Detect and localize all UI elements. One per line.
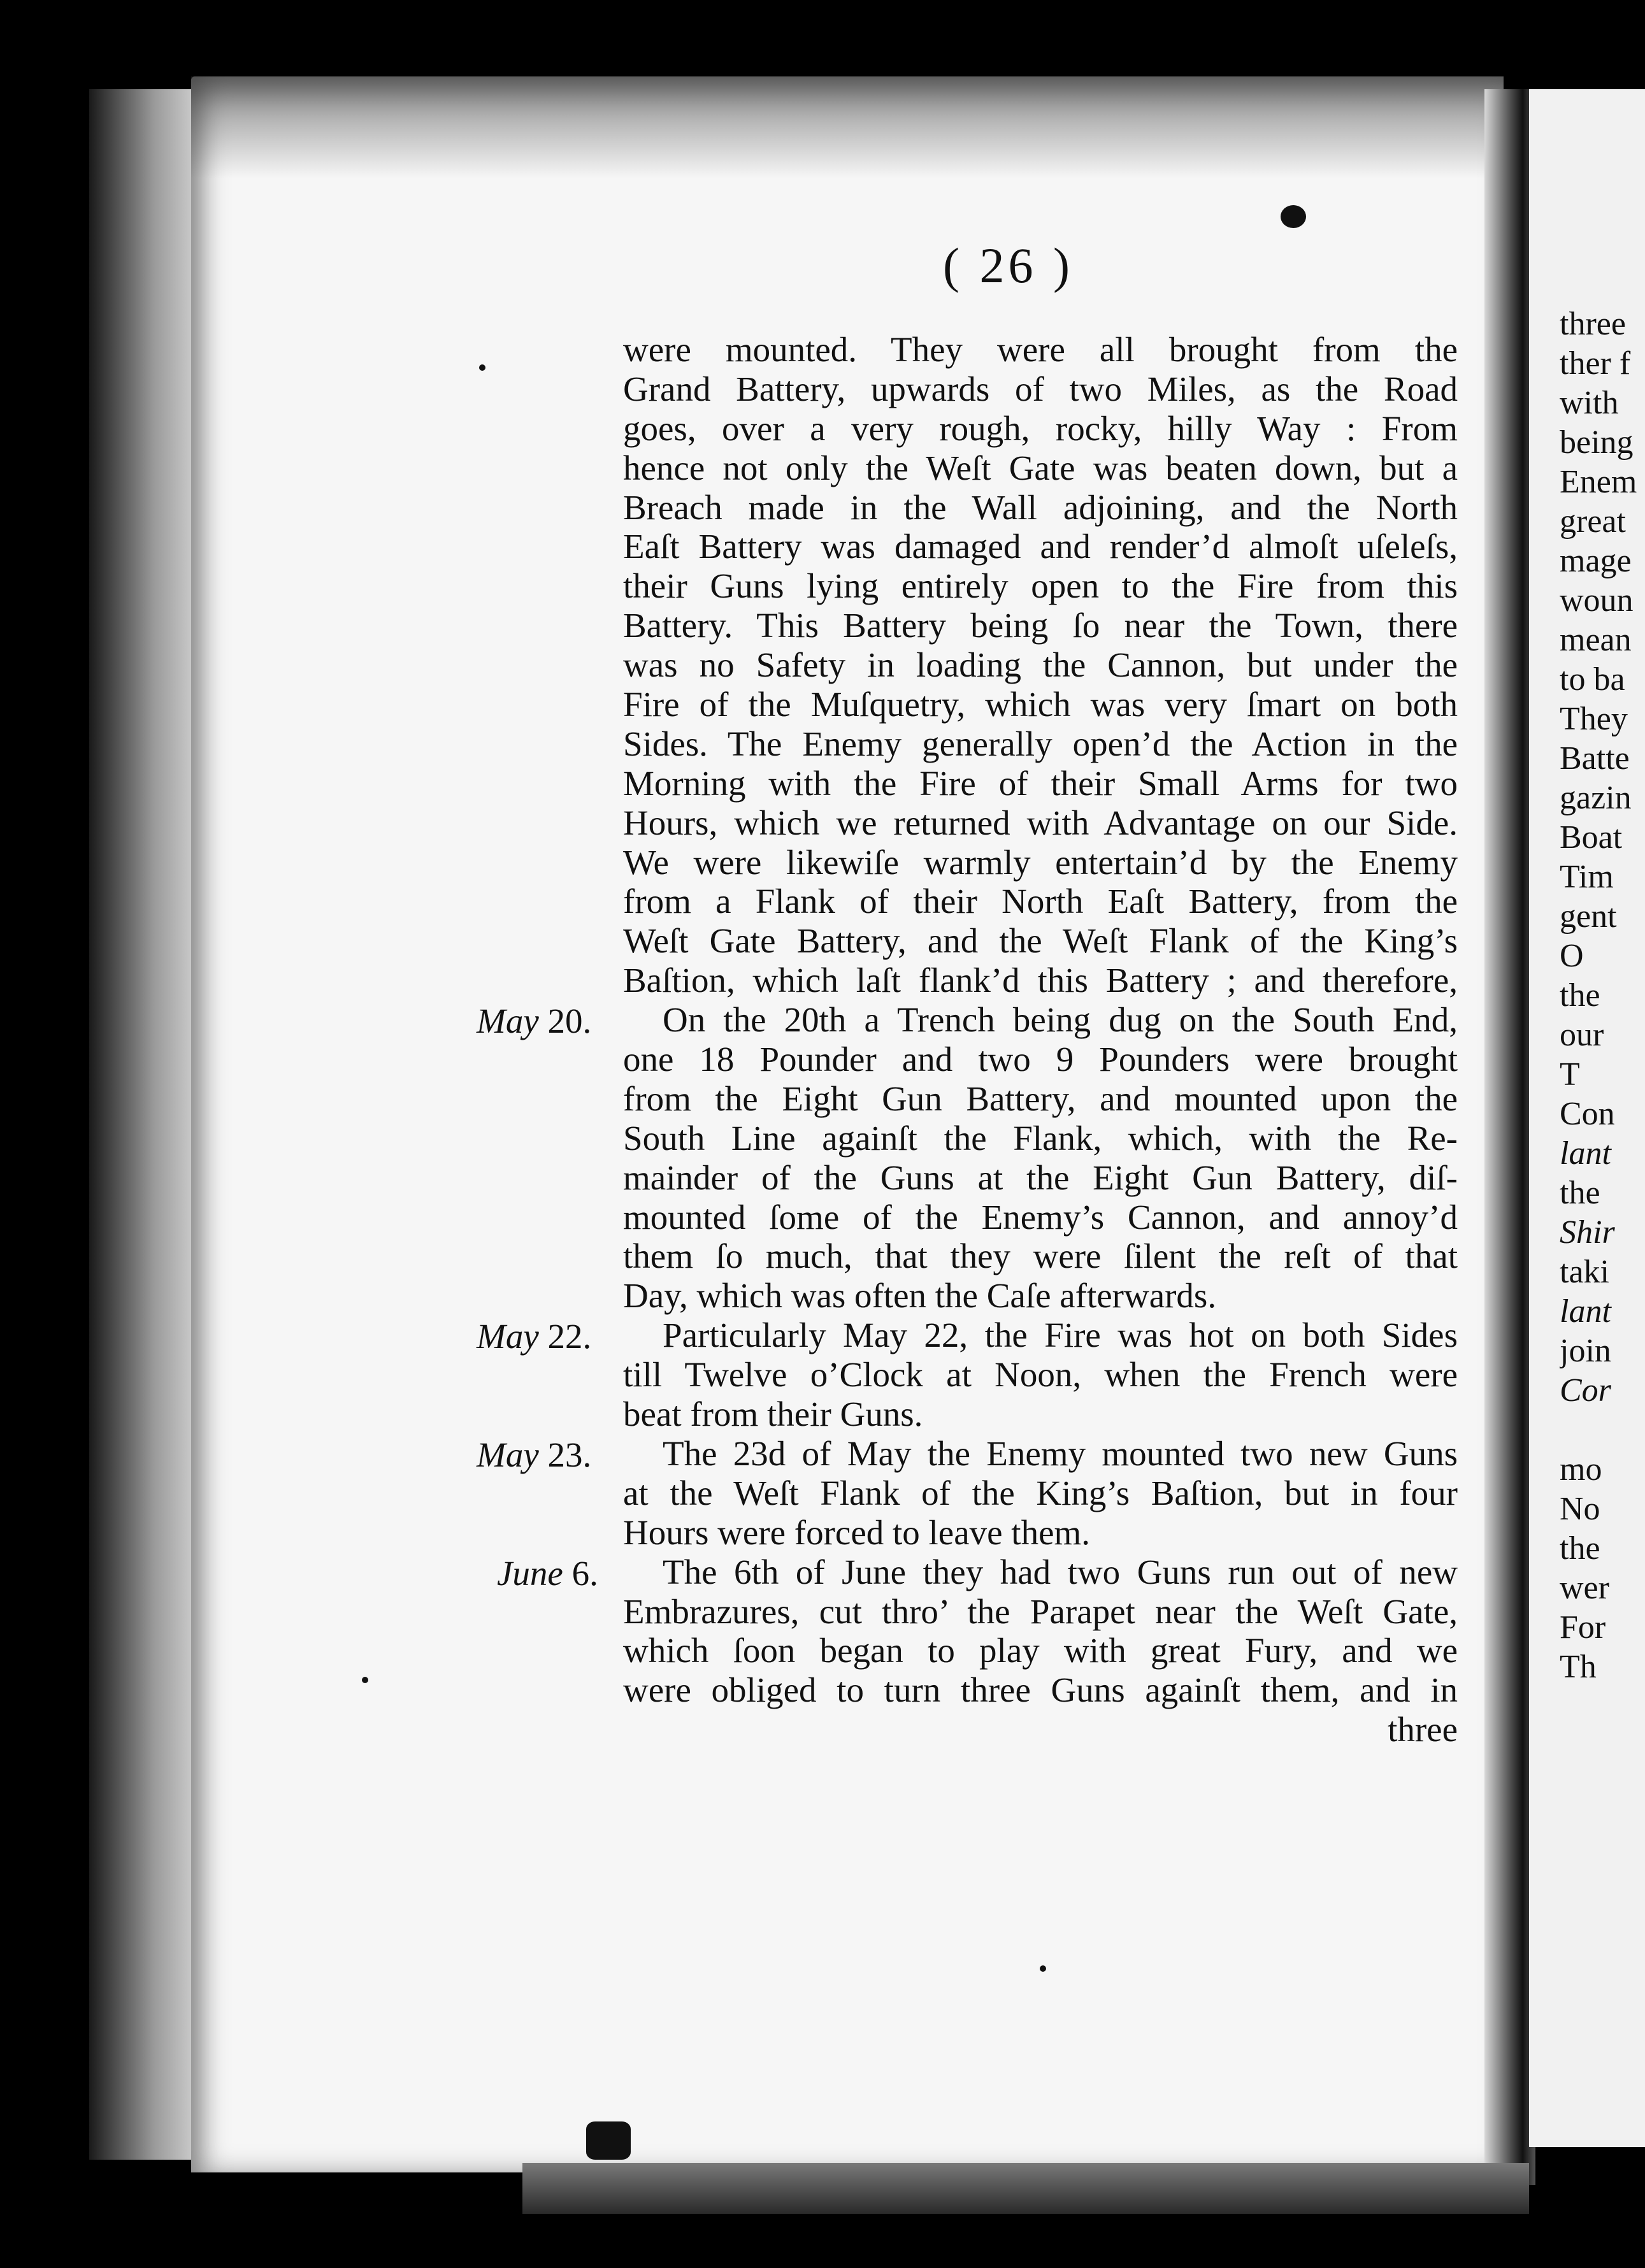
facing-text-line: Batte — [1560, 740, 1630, 777]
facing-text-line: being — [1560, 424, 1634, 461]
facing-text-line: taki — [1560, 1254, 1609, 1290]
text-line: South Line againſt the Flank, which, with the Re- — [623, 1118, 1458, 1158]
facing-text-line: to ba — [1560, 661, 1625, 698]
text-line: Sides. The Enemy generally open’d the Action in the — [623, 724, 1458, 763]
facing-text-line: woun — [1560, 582, 1634, 619]
text-line: The 23d of May the Enemy mounted two new Guns — [663, 1433, 1458, 1473]
text-line: Particularly May 22, the Fire was hot on both Sides — [663, 1316, 1458, 1355]
text-line: from a Flank of their North Eaſt Battery, from the — [623, 882, 1458, 921]
facing-text-line: with — [1560, 385, 1619, 421]
body-text — [623, 330, 1458, 1749]
facing-text-line: our — [1560, 1017, 1604, 1053]
text-line: at the Weſt Flank of the King’s Baſtion, but in four — [623, 1473, 1458, 1512]
book-spine — [1484, 89, 1535, 2185]
text-line: mounted ſome of the Enemy’s Cannon, and annoy’d — [623, 1197, 1458, 1237]
facing-text-line: Tim — [1560, 859, 1614, 895]
text-line: hence not only the Weſt Gate was beaten down, but a — [623, 448, 1458, 487]
facing-text-line — [1560, 1410, 1645, 1450]
facing-text-line: Shir — [1560, 1214, 1615, 1251]
text-line: Battery. This Battery being ſo near the Town, there — [623, 606, 1458, 645]
facing-text-line: No — [1560, 1491, 1600, 1527]
facing-text-line: gent — [1560, 898, 1617, 935]
facing-text-line: the — [1560, 977, 1600, 1014]
margin-note-may-20 — [477, 1001, 623, 1041]
margin-note-june-6 — [497, 1554, 643, 1593]
facing-text-line: They — [1560, 701, 1628, 737]
text-line: was no Safety in loading the Cannon, but under the — [623, 645, 1458, 685]
ink-blot — [586, 2121, 631, 2160]
facing-text-line: O — [1560, 938, 1584, 974]
ink-speck — [1040, 1965, 1046, 1972]
page-bottom-edge — [522, 2163, 1529, 2214]
text-line: Grand Battery, upwards of two Miles, as the Road — [623, 369, 1458, 408]
margin-note-may-22 — [477, 1317, 623, 1356]
facing-text-line: Con — [1560, 1096, 1615, 1132]
margin-note-day: 23. — [547, 1435, 592, 1474]
page-left-edge-shadow — [89, 89, 198, 2160]
text-line: mainder of the Guns at the Eight Gun Battery, diſ- — [623, 1158, 1458, 1197]
facing-text-line: join — [1560, 1333, 1611, 1369]
facing-text-line: the — [1560, 1530, 1600, 1567]
text-line: beat from their Guns. — [623, 1395, 923, 1434]
text-line: Weſt Gate Battery, and the Weſt Flank of the King’s — [623, 921, 1458, 961]
text-line: Hours, which we returned with Advantage on our Side. — [623, 803, 1458, 842]
facing-text-line: lant — [1560, 1135, 1611, 1172]
facing-text-line: ther f — [1560, 345, 1631, 382]
margin-note-month: June — [497, 1554, 563, 1593]
facing-text-line: mage — [1560, 543, 1632, 579]
text-line: Baſtion, which laſt flank’d this Battery ; and therefore, — [623, 961, 1458, 1000]
text-line: goes, over a very rough, rocky, hilly Way : From — [623, 408, 1458, 448]
text-line: till Twelve o’Clock at Noon, when the French were — [623, 1355, 1458, 1395]
text-line: Day, which was often the Caſe afterwards. — [623, 1276, 1217, 1316]
text-line: The 6th of June they had two Guns run out of new — [663, 1552, 1458, 1591]
text-line: We were likewiſe warmly entertain’d by the Enemy — [623, 842, 1458, 882]
facing-text-line: gazin — [1560, 780, 1632, 816]
page-number: ( 26 ) — [943, 238, 1074, 293]
margin-note-month: May — [477, 1317, 539, 1356]
text-line: Eaſt Battery was damaged and render’d almoſt uſeleſs, — [623, 527, 1458, 566]
text-line: which ſoon began to play with great Fury, and we — [623, 1631, 1458, 1670]
facing-text-line: Th — [1560, 1649, 1597, 1685]
text-line: from the Eight Gun Battery, and mounted upon the — [623, 1079, 1458, 1118]
text-line: Morning with the Fire of their Small Arms for two — [623, 763, 1458, 803]
facing-text-line: three — [1560, 306, 1626, 342]
facing-text-line: T — [1560, 1056, 1580, 1093]
facing-text-line: mo — [1560, 1451, 1602, 1488]
facing-text-line: Cor — [1560, 1372, 1611, 1409]
ink-blot — [1281, 205, 1306, 228]
text-line: Embrazures, cut thro’ the Parapet near the Weſt Gate, — [623, 1591, 1458, 1631]
text-line: their Guns lying entirely open to the Fire from this — [623, 566, 1458, 606]
text-line: were mounted. They were all brought from the — [623, 330, 1458, 369]
facing-text-line: Enem — [1560, 464, 1637, 500]
margin-note-day: 6. — [571, 1554, 598, 1593]
margin-note-day: 20. — [547, 1001, 592, 1040]
text-line: Breach made in the Wall adjoining, and the North — [623, 487, 1458, 527]
text-line: Fire of the Muſquetry, which was very ſmart on both — [623, 685, 1458, 724]
margin-note-month: May — [477, 1435, 539, 1474]
text-line: were obliged to turn three Guns againſt them, and in — [623, 1670, 1458, 1710]
facing-text-line: lant — [1560, 1293, 1611, 1330]
ink-speck — [362, 1677, 368, 1683]
text-line: Hours were forced to leave them. — [623, 1512, 1091, 1552]
margin-note-may-23 — [477, 1435, 623, 1475]
margin-note-day: 22. — [547, 1317, 592, 1356]
text-line: On the 20th a Trench being dug on the South End, — [663, 1000, 1458, 1040]
facing-text-line: great — [1560, 503, 1626, 540]
facing-text-line: the — [1560, 1175, 1600, 1211]
margin-note-month: May — [477, 1001, 539, 1040]
catchword: three — [1388, 1710, 1458, 1749]
text-line: one 18 Pounder and two 9 Pounders were brought — [623, 1040, 1458, 1079]
facing-text-line: Boat — [1560, 819, 1623, 856]
facing-page-text — [1560, 305, 1645, 1687]
facing-text-line: mean — [1560, 622, 1632, 658]
facing-text-line: For — [1560, 1609, 1606, 1646]
text-line: them ſo much, that they were ſilent the reſt of that — [623, 1237, 1458, 1276]
ink-speck — [479, 364, 485, 371]
facing-text-line: wer — [1560, 1570, 1609, 1606]
page-top-stain — [191, 76, 1504, 178]
